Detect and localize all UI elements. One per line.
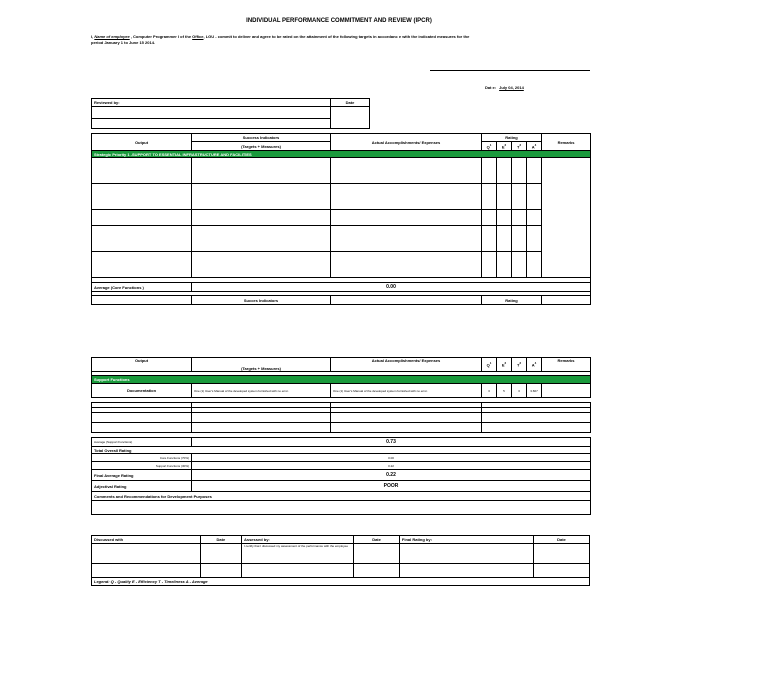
reviewed-by-label: Reviewed by: — [92, 99, 331, 107]
output-header: Output — [92, 134, 192, 151]
table-row — [92, 184, 591, 210]
support-t-header: $T^3$ — [512, 358, 527, 372]
date-row: Dat e: July 04, 2014 — [485, 85, 524, 90]
office-name: Office — [192, 34, 204, 39]
final-rating-by-label: Final Rating by: — [399, 536, 533, 544]
support-a-header: $A^4$ — [527, 358, 542, 372]
page-title: INDIVIDUAL PERFORMANCE COMMITMENT AND REVIEW (IPCR) — [246, 18, 432, 24]
t-header: $T^3$ — [512, 142, 527, 151]
support-row-a: 3.667 — [527, 384, 542, 398]
legend: Legend: Q - Quality E - Efficiency T - Timeliness A - Average — [92, 578, 590, 586]
support-functions-section: Support Functions — [92, 376, 591, 384]
support-pct-label: Support Functions (30%) — [92, 462, 192, 470]
success-indicators-header: Success Indicators — [192, 134, 331, 142]
support-average-label: Average (Support Functions) — [92, 438, 192, 447]
remarks-header: Remarks — [542, 134, 591, 151]
signoff-date2: Date — [354, 536, 400, 544]
footer-rating: Rating — [482, 296, 542, 305]
table-row — [92, 158, 591, 184]
support-actual-header: Actual Accomplishments/ Expenses — [331, 358, 482, 372]
core-pct-label: Core Functions (70%) — [92, 454, 192, 462]
adjectival-rating-value: POOR — [192, 481, 591, 492]
core-pct-value: 0.00 — [192, 454, 591, 462]
support-q-header: $Q^1$ — [482, 358, 497, 372]
support-row-t: 3 — [512, 384, 527, 398]
signoff-table — [91, 535, 590, 586]
intro-text: I, Name of employee , Computer Programmer I of the Office, LGU - commit to deliver and agree to be rated on the attainment of the following targets in accordanc e with the indicated measures for the period January 1 to June 15 2014. — [91, 34, 470, 45]
support-targets-header: (Targets + Measures) — [192, 358, 331, 372]
support-row-output: Documentation — [92, 384, 192, 398]
support-row-q: 3 — [482, 384, 497, 398]
adjectival-rating-label: Adjectival Rating — [92, 481, 192, 492]
support-functions-table — [91, 357, 591, 515]
core-average-label: Average (Core Functions ) — [92, 283, 192, 292]
date-value: July 04, 2014 — [499, 85, 524, 90]
q-header: $Q^1$ — [482, 142, 497, 151]
support-row-indicator: One (1) User's Manual of the developed system furnished with no error. — [192, 384, 331, 398]
support-remarks-header: Remarks — [542, 358, 591, 372]
comments-label: Comments and Recommendations for Development Purposes — [92, 492, 591, 501]
table-row — [92, 226, 591, 252]
review-table — [91, 98, 370, 129]
core-functions-table — [91, 133, 591, 305]
support-average-value: 0.73 — [192, 438, 591, 447]
final-average-label: Final Average Rating — [92, 470, 192, 481]
discussed-with-label: Discussed with — [92, 536, 201, 544]
signoff-date1: Date — [200, 536, 241, 544]
targets-measures-header: (Targets + Measures) — [192, 142, 331, 151]
table-row — [92, 252, 591, 278]
a-header: $A^4$ — [527, 142, 542, 151]
table-row — [92, 413, 591, 423]
support-row-e: 5 — [497, 384, 512, 398]
support-pct-value: 0.22 — [192, 462, 591, 470]
comments-area — [92, 501, 591, 515]
footer-success-indicators: Succes Indicators — [192, 296, 331, 305]
core-average-value: 0.00 — [192, 283, 591, 292]
support-output-header: Output — [92, 358, 192, 372]
total-overall-rating-label: Total Overall Rating — [92, 447, 591, 454]
e-header: $E^2$ — [497, 142, 512, 151]
final-average-value: 0.22 — [192, 470, 591, 481]
table-row — [92, 423, 591, 433]
table-row — [92, 384, 591, 398]
support-e-header: $E^2$ — [497, 358, 512, 372]
signature-line — [430, 70, 590, 71]
review-date-label: Date — [331, 99, 370, 107]
signoff-date3: Date — [533, 536, 589, 544]
actual-accomplishments-header: Actual Accomplishments/ Expenses — [331, 134, 482, 151]
assessed-by-label: Assessed by: — [241, 536, 353, 544]
strategic-priority-row: Strategic Priority 1 -SUPPORT TO ESSENTIAL INFRASTRUCTURE AND FACILITIES — [92, 151, 591, 158]
rating-header: Rating — [482, 134, 542, 142]
employee-name: Name of employee — [94, 34, 130, 39]
support-row-actual: One (1) User's Manual of the developed system furnished with no error. — [331, 384, 482, 398]
table-row — [92, 210, 591, 226]
assessed-note: I certify that I discussed my assessment of the performance with the employee — [241, 544, 353, 564]
